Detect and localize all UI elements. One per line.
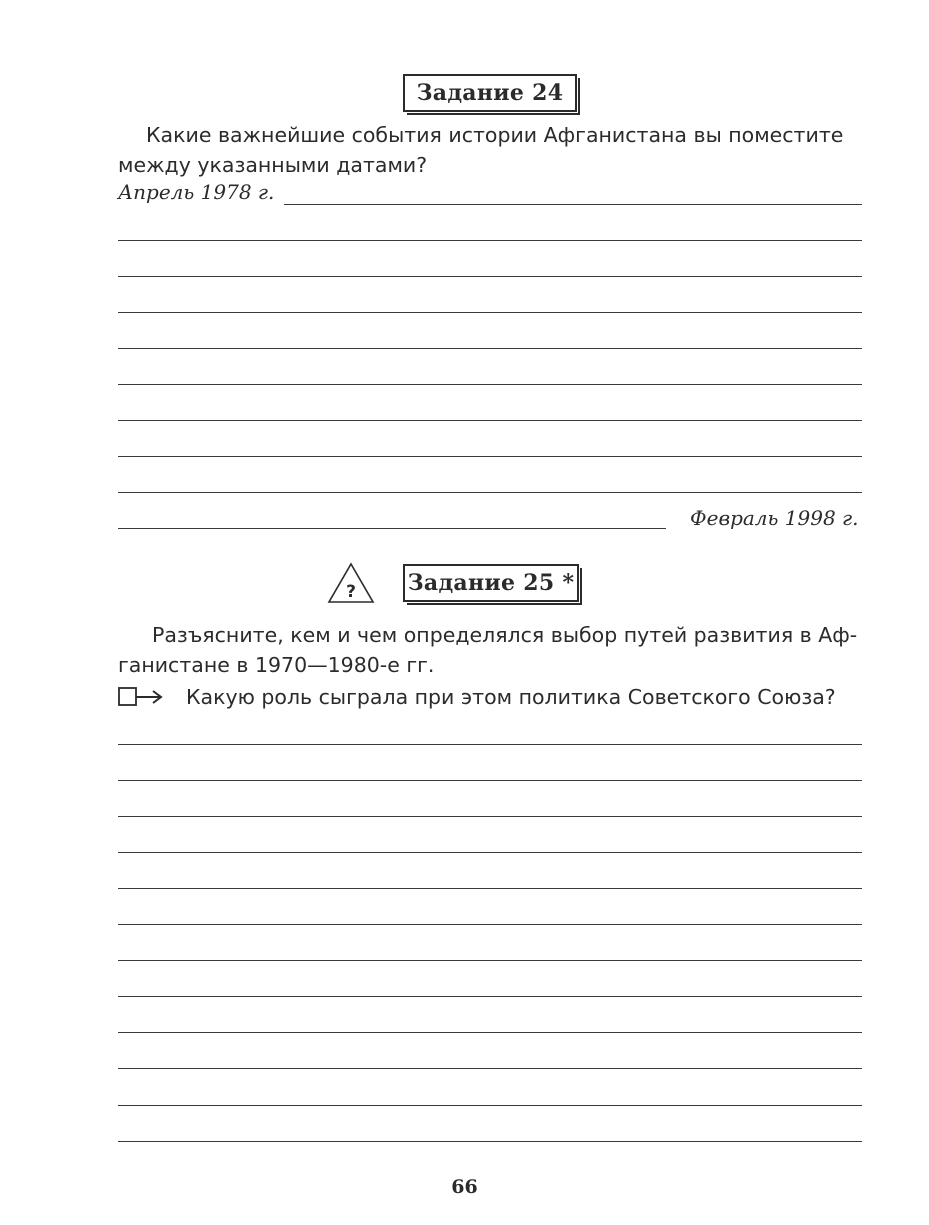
answer-line[interactable] bbox=[118, 816, 862, 817]
answer-line[interactable] bbox=[118, 780, 862, 781]
warning-question-icon bbox=[327, 562, 375, 604]
task-24-title: Задание 24 bbox=[416, 80, 564, 106]
page-number: 66 bbox=[451, 1176, 478, 1198]
answer-line[interactable] bbox=[118, 312, 862, 313]
answer-line-end[interactable] bbox=[118, 528, 666, 529]
task-25-question bbox=[118, 620, 878, 680]
answer-line[interactable] bbox=[118, 420, 862, 421]
answer-line[interactable] bbox=[118, 996, 862, 997]
task-24-question-line-2: между указанными датами? bbox=[118, 153, 428, 177]
answer-line[interactable] bbox=[118, 924, 862, 925]
answer-line[interactable] bbox=[118, 1032, 862, 1033]
task-24-title-box bbox=[403, 74, 577, 112]
task-25-question-line-2: ганистане в 1970—1980-е гг. bbox=[118, 653, 435, 677]
task-24-start-date: Апрель 1978 г. bbox=[118, 180, 275, 204]
task-25-title: Задание 25 * bbox=[407, 570, 575, 596]
task-24-end-date: Февраль 1998 г. bbox=[690, 506, 859, 530]
answer-line[interactable] bbox=[118, 276, 862, 277]
answer-line[interactable] bbox=[118, 852, 862, 853]
task-24-question-line-1: Какие важнейшие события истории Афганистана вы поместите bbox=[146, 123, 844, 147]
answer-line[interactable] bbox=[118, 1141, 862, 1142]
square-arrow-icon bbox=[118, 686, 166, 708]
answer-line[interactable] bbox=[118, 492, 862, 493]
answer-line[interactable] bbox=[118, 888, 862, 889]
task-25-question-line-1: Разъясните, кем и чем определялся выбор путей развития в Аф- bbox=[152, 623, 858, 647]
task-25-title-box bbox=[403, 564, 579, 602]
answer-line[interactable] bbox=[118, 1068, 862, 1069]
answer-line[interactable] bbox=[118, 960, 862, 961]
answer-line[interactable] bbox=[118, 348, 862, 349]
task-25-subquestion: Какую роль сыграла при этом политика Советского Союза? bbox=[186, 685, 836, 709]
answer-line[interactable] bbox=[118, 1105, 862, 1106]
warning-symbol: ? bbox=[346, 582, 356, 602]
answer-line[interactable] bbox=[118, 240, 862, 241]
answer-line-start[interactable] bbox=[284, 204, 862, 205]
task-24-question bbox=[118, 120, 878, 180]
answer-line[interactable] bbox=[118, 456, 862, 457]
answer-line[interactable] bbox=[118, 384, 862, 385]
answer-line[interactable] bbox=[118, 744, 862, 745]
